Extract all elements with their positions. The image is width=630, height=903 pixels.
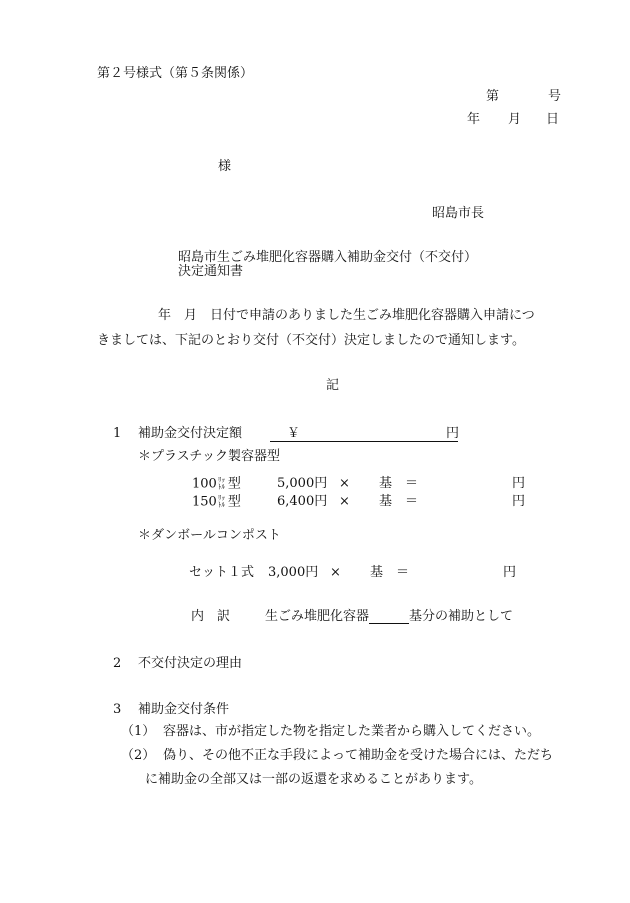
breakdown-blank: [369, 610, 409, 624]
cardboard-times: ×: [330, 565, 341, 580]
breakdown-before: 生ごみ堆肥化容器: [265, 609, 370, 624]
plastic-row-1-eq: ＝: [405, 476, 419, 491]
doc-number-go: 号: [548, 89, 562, 104]
type-label: 型: [227, 494, 241, 510]
yen-unit: 円: [446, 426, 460, 441]
section1-label: 補助金交付決定額: [138, 426, 243, 441]
breakdown-text: [265, 610, 513, 624]
date-nen: 年: [467, 112, 481, 127]
cardboard-header: ＊ダンボールコンポスト: [138, 528, 281, 543]
body-line-1: 年 月 日付で申請のありました生ごみ堆肥化容器購入申請につ: [158, 308, 535, 323]
plastic-row-2-times: ×: [339, 494, 350, 509]
size-value: 150: [192, 494, 217, 510]
recipient-suffix: 様: [218, 159, 232, 174]
ki-heading: 記: [326, 378, 340, 393]
liter-unit: ﾘｯﾄﾙ: [217, 476, 225, 491]
issuer: 昭島市長: [432, 206, 485, 221]
title-line-1: 昭島市生ごみ堆肥化容器購入補助金交付（不交付）: [178, 250, 478, 265]
plastic-row-2-price: 6,400円: [277, 494, 328, 509]
type-label: 型: [227, 476, 241, 492]
cardboard-ki: 基: [370, 565, 384, 580]
doc-number-dai: 第: [486, 89, 500, 104]
plastic-row-2-eq: ＝: [405, 494, 419, 509]
date-gatsu: 月: [508, 112, 522, 127]
liter-unit: ﾘｯﾄﾙ: [217, 494, 225, 509]
section3-num: 3: [113, 702, 122, 717]
plastic-row-2-size: [192, 495, 241, 509]
size-value: 100: [192, 476, 217, 492]
body-line-2: きましては、下記のとおり交付（不交付）決定しましたので通知します。: [97, 333, 525, 348]
section1-num: 1: [113, 426, 122, 441]
title-line-2: 決定通知書: [178, 264, 244, 279]
form-label: 第２号様式（第５条関係）: [97, 66, 254, 81]
condition-2-text-cont: に補助金の全部又は一部の返還を求めることがあります。: [145, 772, 482, 787]
condition-2-num: （2）: [121, 748, 156, 763]
plastic-row-2-yen: 円: [512, 494, 526, 509]
cardboard-price: 3,000円: [268, 565, 319, 580]
date-nichi: 日: [546, 112, 560, 127]
cardboard-eq: ＝: [396, 565, 410, 580]
plastic-row-2-ki: 基: [379, 494, 393, 509]
breakdown-label: 内 訳: [191, 609, 231, 624]
condition-2-text: 偽り、その他不正な手段によって補助金を受けた場合には、ただち: [163, 748, 554, 763]
condition-1-text: 容器は、市が指定した物を指定した業者から購入してください。: [163, 724, 541, 739]
plastic-row-1-yen: 円: [512, 476, 526, 491]
section3-label: 補助金交付条件: [138, 702, 230, 717]
plastic-row-1-size: [192, 477, 241, 491]
plastic-header: ＊プラスチック製容器型: [138, 449, 280, 464]
cardboard-yen: 円: [503, 565, 517, 580]
breakdown-after: 基分の補助として: [409, 609, 514, 624]
section2-num: 2: [113, 656, 122, 671]
plastic-row-1-times: ×: [339, 476, 350, 491]
plastic-row-1-price: 5,000円: [277, 476, 328, 491]
condition-1-num: （1）: [121, 724, 156, 739]
section2-label: 不交付決定の理由: [138, 656, 243, 671]
cardboard-item: セット１式: [189, 565, 255, 580]
yen-sign: ￥: [287, 426, 301, 441]
plastic-row-1-ki: 基: [379, 476, 393, 491]
